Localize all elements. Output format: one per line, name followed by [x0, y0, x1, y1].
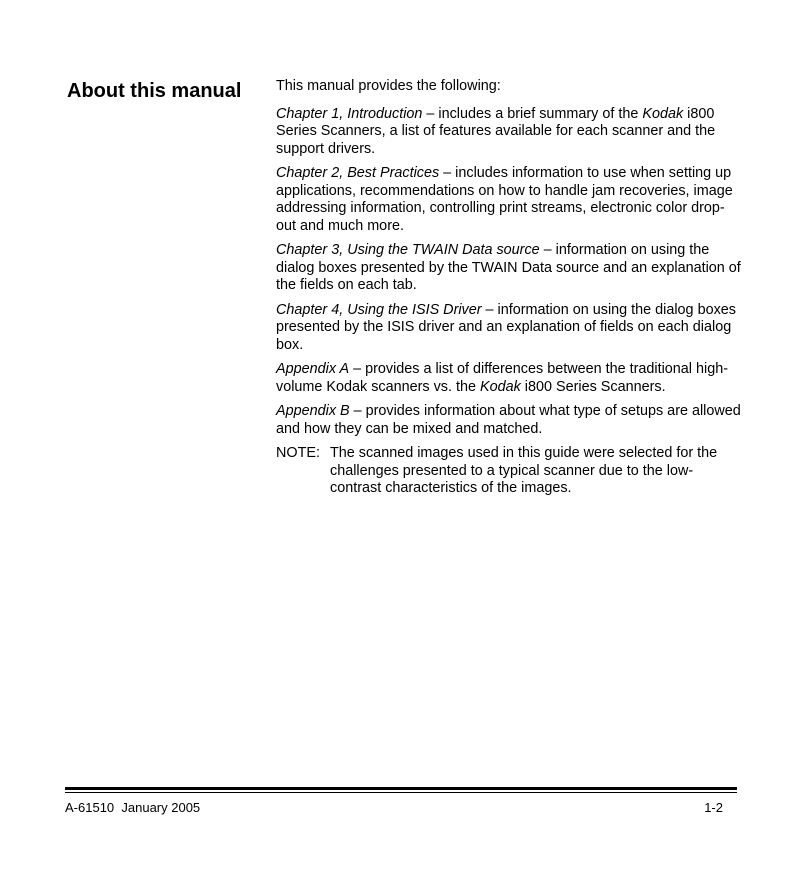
- item-text: – provides information about what type of setups are allowed and how they can be mixed and matched.: [276, 403, 741, 437]
- brand-name: Kodak: [642, 105, 684, 122]
- item-text: – information on using the dialog boxes presented by the ISIS driver and an explanation of fields on each dialog box.: [276, 301, 736, 353]
- item-lead: Appendix A: [276, 361, 350, 377]
- item-text: i800 Series Scanners.: [520, 378, 666, 395]
- item-appendix-b: [276, 403, 742, 438]
- item-lead: Chapter 2, Best Practices: [276, 165, 440, 181]
- item-text: – provides a list of differences between the traditional high-volume Kodak scanners vs. the: [276, 361, 728, 395]
- section-body: [276, 78, 742, 498]
- item-chapter-3: [276, 242, 742, 295]
- item-chapter-2: [276, 165, 742, 235]
- item-chapter-1: [276, 106, 742, 159]
- item-lead: Appendix B: [276, 403, 350, 419]
- item-text: – information on using the dialog boxes presented by the TWAIN Data source and an explanation of the fields on each tab.: [276, 242, 741, 293]
- footer-page-number: 1-2: [704, 800, 723, 815]
- note-block: [276, 445, 742, 498]
- item-lead: Chapter 1, Introduction: [276, 105, 423, 122]
- note-label: NOTE:: [276, 445, 320, 461]
- item-chapter-4: [276, 302, 742, 355]
- item-text: – includes a brief summary of the: [422, 105, 643, 122]
- note-text: The scanned images used in this guide were selected for the challenges presented to a typical scanner due to the low-contrast characteristics of the images.: [330, 445, 718, 496]
- intro-text: This manual provides the following:: [276, 78, 501, 94]
- brand-name: Kodak: [479, 378, 521, 395]
- item-text: i800 Series Scanners, a list of features available for each scanner and the support drivers.: [276, 105, 716, 157]
- item-lead: Chapter 4, Using the ISIS Driver: [276, 301, 482, 318]
- item-text: – includes information to use when setting up applications, recommendations on how to handle jam recoveries, image addressing information, controlling print streams, electronic color drop-out and much more.: [276, 165, 733, 234]
- footer-doc-id: A-61510 January 2005: [65, 800, 201, 815]
- footer-rule-thin: [65, 792, 737, 793]
- footer-rule-thick: [65, 787, 737, 790]
- section-heading: About this manual: [67, 80, 242, 102]
- item-lead: Chapter 3, Using the TWAIN Data source: [276, 242, 540, 258]
- item-appendix-a: [276, 361, 742, 396]
